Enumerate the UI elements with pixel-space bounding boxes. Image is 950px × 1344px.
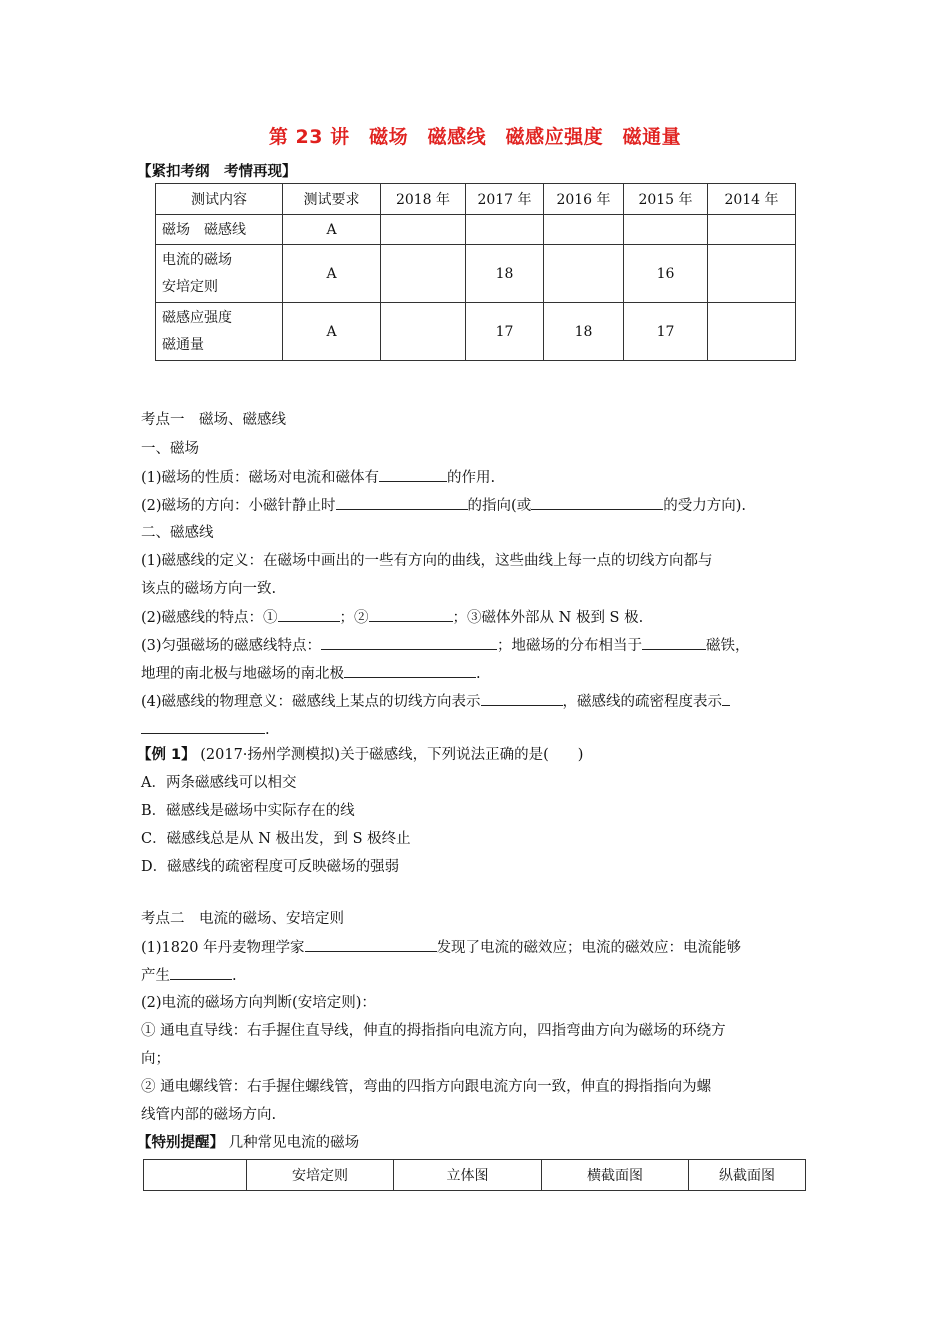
text-fragment: (2)磁场的方向：小磁针静止时 (141, 498, 336, 514)
answer-blank (305, 937, 437, 952)
sub-heading: 一、磁场 (141, 441, 199, 457)
answer-blank (344, 663, 476, 678)
year-cell (381, 215, 466, 245)
text-fragment: . (232, 968, 237, 984)
topic-text: 磁通量 (162, 336, 204, 353)
text-line (141, 635, 750, 656)
header-cell: 横截面图 (542, 1160, 689, 1191)
answer-blank (531, 495, 663, 510)
header-cell: 立体图 (394, 1160, 542, 1191)
table-row (156, 303, 796, 361)
text-fragment: ；③磁体外部从 N 极到 S 极. (452, 610, 644, 626)
topic-text: 磁感应强度 (162, 309, 232, 326)
text-fragment: 磁铁， (706, 638, 750, 654)
answer-blank (722, 691, 730, 706)
text-line (141, 495, 746, 516)
year-cell (381, 303, 466, 361)
header-cell: 2015 年 (624, 184, 708, 215)
topic-text: 磁场 磁感线 (162, 221, 246, 238)
field-table (143, 1159, 806, 1191)
req-cell: A (283, 215, 381, 245)
text-fragment: (3)匀强磁场的磁感线特点： (141, 638, 322, 654)
text-line: 线管内部的磁场方向. (141, 1107, 277, 1123)
option-b: B．磁感线是磁场中实际存在的线 (141, 803, 355, 819)
text-line: (1)磁感线的定义：在磁场中画出的一些有方向的曲线，这些曲线上每一点的切线方向都与 (141, 553, 713, 569)
year-cell (466, 215, 544, 245)
text-line (141, 607, 643, 628)
option-d: D．磁感线的疏密程度可反映磁场的强弱 (141, 859, 400, 875)
header-cell: 测试内容 (156, 184, 283, 215)
option-a: A．两条磁感线可以相交 (141, 775, 297, 791)
text-line (141, 937, 741, 958)
tip-label: 【特别提醒】 (137, 1135, 224, 1151)
year-cell (708, 303, 796, 361)
section-header-label: 【紧扣考纲 考情再现】 (137, 164, 297, 180)
header-cell: 安培定则 (247, 1160, 394, 1191)
answer-blank (481, 691, 563, 706)
section-heading: 考点二 电流的磁场、安培定则 (141, 911, 344, 927)
answer-blank (278, 607, 340, 622)
table-header-row (144, 1160, 806, 1191)
example-label: 【例 1】 (137, 747, 196, 763)
header-cell: 测试要求 (283, 184, 381, 215)
sub-heading: 二、磁感线 (141, 525, 214, 541)
year-cell: 18 (544, 303, 624, 361)
text-line: 向； (141, 1051, 170, 1067)
table-header-row (156, 184, 796, 215)
header-cell: 2017 年 (466, 184, 544, 215)
topic-cell (156, 215, 283, 245)
year-cell (544, 245, 624, 303)
text-fragment: (4)磁感线的物理意义：磁感线上某点的切线方向表示 (141, 694, 481, 710)
topic-text: 安培定则 (162, 278, 218, 295)
text-fragment: 的指向(或 (467, 498, 532, 514)
example-stem: (2017·扬州学测模拟)关于磁感线，下列说法正确的是( ) (200, 747, 584, 763)
text-line (141, 965, 237, 986)
text-line: (2)电流的磁场方向判断(安培定则)： (141, 995, 376, 1011)
page-title: 第 23 讲 磁场 磁感线 磁感应强度 磁通量 (268, 126, 682, 148)
year-cell: 18 (466, 245, 544, 303)
text-fragment: 的受力方向). (663, 498, 746, 514)
year-cell (624, 215, 708, 245)
option-c: C．磁感线总是从 N 极出发，到 S 极终止 (141, 831, 411, 847)
year-cell: 16 (624, 245, 708, 303)
text-line (141, 663, 481, 684)
req-cell: A (283, 245, 381, 303)
section-heading: 考点一 磁场、磁感线 (141, 412, 286, 428)
text-line (141, 467, 495, 488)
answer-blank (141, 719, 265, 734)
text-fragment: ；② (339, 610, 369, 626)
answer-blank (321, 635, 497, 650)
year-cell: 17 (466, 303, 544, 361)
year-cell (381, 245, 466, 303)
text-line: ② 通电螺线管：右手握住螺线管，弯曲的四指方向跟电流方向一致，伸直的拇指指向为螺 (141, 1079, 712, 1095)
year-cell: 17 (624, 303, 708, 361)
text-line: ① 通电直导线：右手握住直导线，伸直的拇指指向电流方向，四指弯曲方向为磁场的环绕方 (141, 1023, 726, 1039)
answer-blank (170, 965, 232, 980)
text-line: 该点的磁场方向一致. (141, 581, 277, 597)
exam-requirements-table (155, 183, 796, 361)
answer-blank (336, 495, 468, 510)
tip-line (137, 1133, 359, 1153)
answer-blank (642, 635, 706, 650)
text-line (141, 719, 270, 740)
tip-text: 几种常见电流的磁场 (228, 1135, 360, 1151)
table-row (156, 215, 796, 245)
text-fragment: (2)磁感线的特点：① (141, 610, 278, 626)
text-fragment: ，磁感线的疏密程度表示 (562, 694, 723, 710)
text-fragment: 的作用. (447, 470, 496, 486)
header-cell (144, 1160, 247, 1191)
text-fragment: 地理的南北极与地磁场的南北极 (141, 666, 344, 682)
header-cell: 纵截面图 (689, 1160, 806, 1191)
example-question (137, 745, 583, 765)
topic-cell (156, 303, 283, 361)
topic-cell (156, 245, 283, 303)
text-line (141, 691, 730, 712)
header-cell: 2016 年 (544, 184, 624, 215)
text-fragment: (1)磁场的性质：磁场对电流和磁体有 (141, 470, 380, 486)
text-fragment: ；地磁场的分布相当于 (497, 638, 643, 654)
answer-blank (379, 467, 447, 482)
table-row (156, 245, 796, 303)
text-fragment: . (476, 666, 481, 682)
answer-blank (369, 607, 453, 622)
year-cell (544, 215, 624, 245)
header-cell: 2018 年 (381, 184, 466, 215)
text-fragment: 产生 (141, 968, 170, 984)
topic-text: 电流的磁场 (162, 251, 232, 268)
req-cell: A (283, 303, 381, 361)
text-fragment: (1)1820 年丹麦物理学家 (141, 940, 305, 956)
year-cell (708, 245, 796, 303)
header-cell: 2014 年 (708, 184, 796, 215)
year-cell (708, 215, 796, 245)
text-fragment: . (265, 722, 270, 738)
text-fragment: 发现了电流的磁效应；电流的磁效应：电流能够 (436, 940, 742, 956)
